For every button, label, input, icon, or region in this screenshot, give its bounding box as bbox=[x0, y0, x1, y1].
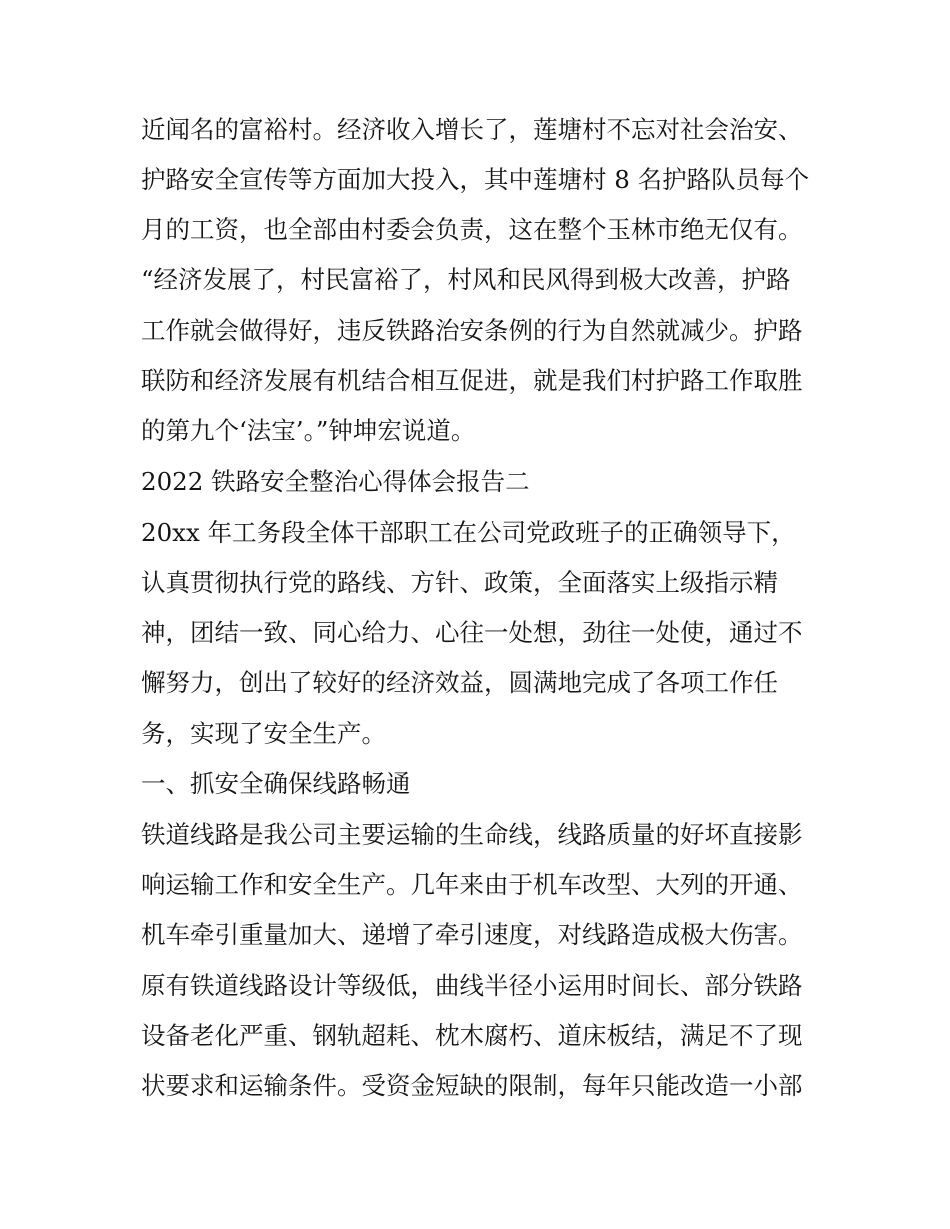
paragraph-line: 认真贯彻执行党的路线、方针、政策，全面落实上级指示精 bbox=[141, 568, 778, 597]
paragraph-line: 月的工资，也全部由村委会负责，这在整个玉林市绝无仅有。 bbox=[141, 215, 803, 244]
paragraph-line: 懈努力，创出了较好的经济效益，圆满地完成了各项工作任 bbox=[141, 668, 778, 697]
paragraph-line: 护路安全宣传等方面加大投入，其中莲塘村 8 名护路队员每个 bbox=[141, 165, 810, 194]
paragraph-line: 铁道线路是我公司主要运输的生命线，线路质量的好坏直接影 bbox=[141, 820, 803, 849]
paragraph-line: 机车牵引重量加大、递增了牵引速度，对线路造成极大伤害。 bbox=[141, 920, 803, 949]
paragraph-line: 近闻名的富裕村。经济收入增长了，莲塘村不忘对社会治安、 bbox=[141, 115, 803, 144]
paragraph-line: 设备老化严重、钢轨超耗、枕木腐朽、道床板结，满足不了现 bbox=[141, 1021, 803, 1050]
paragraph-line: 状要求和运输条件。受资金短缺的限制，每年只能改造一小部 bbox=[141, 1071, 803, 1100]
paragraph-line: 神，团结一致、同心给力、心往一处想，劲往一处使，通过不 bbox=[141, 618, 803, 647]
paragraph-line: 响运输工作和安全生产。几年来由于机车改型、大列的开通、 bbox=[141, 870, 803, 899]
paragraph-line: 联防和经济发展有机结合相互促进，就是我们村护路工作取胜 bbox=[141, 366, 803, 395]
paragraph-line: “经济发展了，村民富裕了，村风和民风得到极大改善，护路 bbox=[141, 265, 791, 294]
paragraph-line: 务，实现了安全生产。 bbox=[141, 719, 386, 748]
subsection-heading: 一、抓安全确保线路畅通 bbox=[141, 769, 411, 798]
paragraph-line: 的第九个‘法宝’。”钟坤宏说道。 bbox=[141, 416, 476, 445]
paragraph-line: 原有铁道线路设计等级低，曲线半径小运用时间长、部分铁路 bbox=[141, 971, 803, 1000]
section-heading: 2022 铁路安全整治心得体会报告二 bbox=[141, 467, 530, 496]
paragraph-line: 20xx 年工务段全体干部职工在公司党政班子的正确领导下， bbox=[141, 518, 796, 547]
paragraph-line: 工作就会做得好，违反铁路治安条例的行为自然就减少。护路 bbox=[141, 316, 803, 345]
